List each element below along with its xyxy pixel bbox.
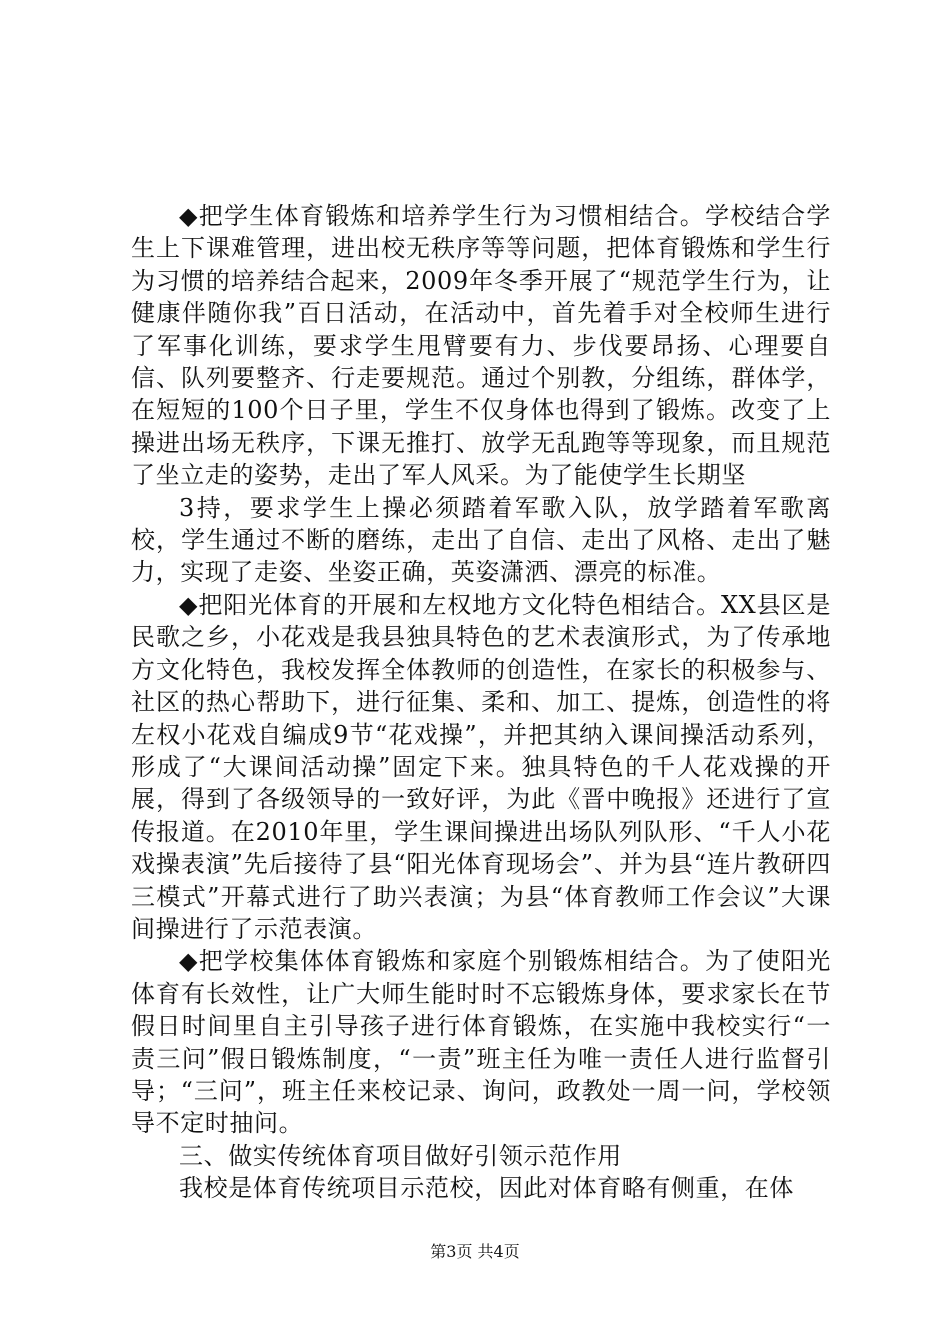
paragraph-behavior-habits: ◆把学生体育锻炼和培养学生行为习惯相结合。学校结合学生上下课难管理，进出校无秩序等等问题，把体育锻炼和学生行为习惯的培养结合起来，2009年冬季开展了“规范学生行为，让健康伴随你我”百日活动，在活动中，首先着手对全校师生进行了军事化训练，要求学生甩臂要有力、步伐要昂扬、心理要自信、队列要整齐、行走要规范。通过个别教，分组练，群体学，在短短的100个日子里，学生不仅身体也得到了锻炼。改变了上操进出场无秩序，下课无推打、放学无乱跑等等现象，而且规范了坐立走的姿势，走出了军人风采。为了能使学生长期坚 [131,202,831,490]
paragraph-traditional-sports: 我校是体育传统项目示范校，因此对体育略有侧重，在体 [179,1174,794,1203]
page-footer: 第3页 共4页 [430,1242,520,1261]
paragraph-local-culture: ◆把阳光体育的开展和左权地方文化特色相结合。XX县区是民歌之乡，小花戏是我县独具特色的艺术表演形式，为了传承地方文化特色，我校发挥全体教师的创造性，在家长的积极参与、社区的热心帮助下，进行征集、柔和、加工、提炼，创造性的将左权小花戏自编成9节“花戏操”，并把其纳入课间操活动系列，形成了“大课间活动操”固定下来。独具特色的千人花戏操的开展，得到了各级领导的一致好评，为此《晋中晚报》还进行了宣传报道。在2010年里，学生课间操进出场队列队形、“千人小花戏操表演”先后接待了县“阳光体育现场会”、并为县“连片教研四三模式”开幕式进行了助兴表演；为县“体育教师工作会议”大课间操进行了示范表演。 [131,590,831,943]
paragraph-family-exercise: ◆把学校集体体育锻炼和家庭个别锻炼相结合。为了使阳光体育有长效性，让广大师生能时时不忘锻炼身体，要求家长在节假日时间里自主引导孩子进行体育锻炼，在实施中我校实行“一责三问”假日锻炼制度，“一责”班主任为唯一责任人进行监督引导；“三问”，班主任来校记录、询问，政教处一周一问，学校领导不定时抽问。 [131,947,831,1138]
document-body [131,200,831,1205]
section-heading: 三、做实传统体育项目做好引领示范作用 [179,1141,622,1170]
paragraph-military-songs: 3持，要求学生上操必须踏着军歌入队，放学踏着军歌离校，学生通过不断的磨练，走出了自信、走出了风格、走出了魅力，实现了走姿、坐姿正确，英姿潇洒、漂亮的标准。 [131,493,831,587]
